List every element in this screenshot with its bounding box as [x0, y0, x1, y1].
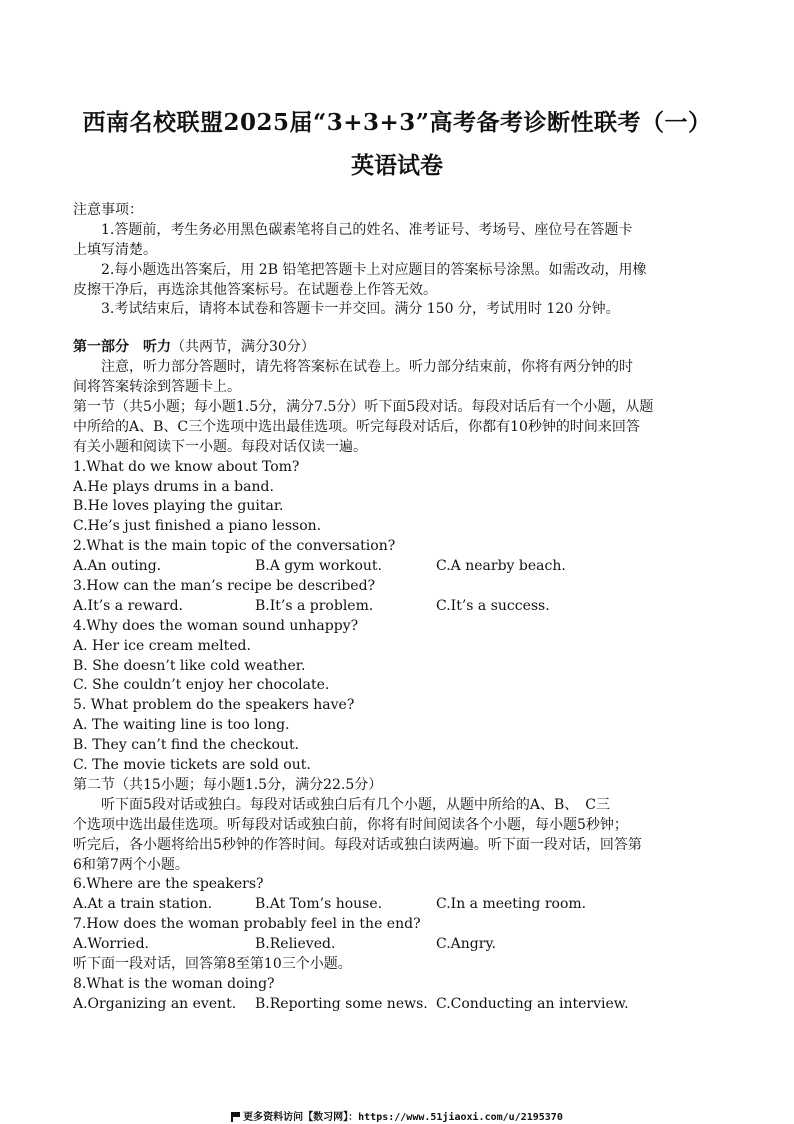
question-stem: 5. What problem do the speakers have? [73, 697, 355, 714]
options-row [73, 557, 723, 577]
option-c: C. She couldn’t enjoy her chocolate. [73, 677, 330, 694]
section2-line: 听完后，各小题将给出5秒钟的作答时间。每段对话或独白读两遍。听下面一段对话，回答第 [73, 836, 642, 853]
option-c: C.Angry. [436, 936, 496, 953]
section1-line: 第一节（共5小题；每小题1.5分，满分7.5分）听下面5段对话。每段对话后有一个小题，从题 [73, 399, 654, 416]
option-c: C. The movie tickets are sold out. [73, 757, 311, 774]
option-a: A.He plays drums in a band. [73, 478, 274, 495]
notice-line: 皮擦干净后，再选涂其他答案标号。在试题卷上作答无效。 [73, 281, 437, 298]
section1-line: 有关小题和阅读下一小题。每段对话仅读一遍。 [73, 438, 367, 455]
option-a: A.An outing. [73, 558, 162, 575]
footer[interactable] [0, 1108, 794, 1123]
option-c: C.In a meeting room. [436, 896, 587, 913]
question-stem: 3.How can the man’s recipe be described? [73, 578, 376, 595]
part1-intro-line: 间将答案转涂到答题卡上。 [73, 379, 241, 396]
option-b: B.Relieved. [255, 936, 336, 953]
part1-intro-line: 注意，听力部分答题时，请先将答案标在试卷上。听力部分结束前，你将有两分钟的时 [101, 359, 633, 376]
question-stem: 2.What is the main topic of the conversation? [73, 538, 396, 555]
notice-line: 1.答题前，考生务必用黑色碳素笔将自己的姓名、准考证号、考场号、座位号在答题卡 [101, 221, 633, 238]
options-row [73, 895, 723, 915]
question-stem: 8.What is the woman doing? [73, 975, 275, 992]
option-b: B.It’s a problem. [255, 597, 374, 614]
option-a: A. The waiting line is too long. [73, 717, 290, 734]
option-c: C.He’s just finished a piano lesson. [73, 518, 322, 535]
notice-line: 3.考试结束后，请将本试卷和答题卡一并交回。满分 150 分，考试用时 120 分钟。 [101, 301, 620, 318]
part1-note: （共两节，满分30分） [171, 339, 315, 356]
group-instruction: 听下面一段对话，回答第8至第10三个小题。 [73, 955, 352, 972]
option-b: B.A gym workout. [255, 558, 383, 575]
option-a: A.Worried. [73, 936, 149, 953]
section2-line: 听下面5段对话或独白。每段对话或独白后有几个小题，从题中所给的A、B、 C三 [101, 796, 611, 813]
option-c: C.It’s a success. [436, 597, 550, 614]
option-a: A.At a train station. [73, 896, 213, 913]
option-b: B.He loves playing the guitar. [73, 498, 284, 515]
page-subtitle: 英语试卷 [351, 152, 443, 179]
part1-title: 第一部分 听力 [73, 339, 171, 356]
option-b: B.Reporting some news. [255, 995, 428, 1012]
options-row [73, 597, 723, 617]
option-c: C.A nearby beach. [436, 558, 566, 575]
section2-heading: 第二节（共15小题；每小题1.5分，满分22.5分） [73, 776, 383, 793]
footer-link[interactable]: 更多资料访问【数习网】：https://www.51jiaoxi.com/u/2195370 [243, 1112, 563, 1123]
section2-line: 6和第7两个小题。 [73, 856, 189, 873]
flag-icon [231, 1112, 240, 1121]
option-c: C.Conducting an interview. [436, 995, 629, 1012]
question-stem: 1.What do we know about Tom? [73, 458, 300, 475]
notice-heading: 注意事项： [73, 202, 143, 218]
part1-heading [73, 338, 723, 358]
section2-line: 个选项中选出最佳选项。听每段对话或独白前，你将有时间阅读各个小题，每小题5秒钟； [73, 816, 628, 833]
section1-line: 中所给的A、B、C三个选项中选出最佳选项。听完每段对话后，你都有10秒钟的时间来回答 [73, 418, 640, 435]
option-a: A. Her ice cream melted. [73, 637, 251, 654]
option-b: B. They can’t find the checkout. [73, 737, 300, 754]
notice-line: 上填写清楚。 [73, 241, 157, 258]
page-title: 西南名校联盟2025届“3+3+3”高考备考诊断性联考（一） [82, 109, 712, 136]
option-a: A.It’s a reward. [73, 597, 184, 614]
question-stem: 6.Where are the speakers? [73, 876, 264, 893]
option-b: B. She doesn’t like cold weather. [73, 657, 306, 674]
options-row [73, 935, 723, 955]
notice-line: 2.每小题选出答案后，用 2B 铅笔把答题卡上对应题目的答案标号涂黑。如需改动，用橡 [101, 261, 647, 278]
option-b: B.At Tom’s house. [255, 896, 383, 913]
exam-body [73, 201, 723, 1015]
question-stem: 4.Why does the woman sound unhappy? [73, 617, 359, 634]
question-stem: 7.How does the woman probably feel in the end? [73, 916, 421, 933]
options-row [73, 995, 723, 1015]
option-a: A.Organizing an event. [73, 995, 237, 1012]
